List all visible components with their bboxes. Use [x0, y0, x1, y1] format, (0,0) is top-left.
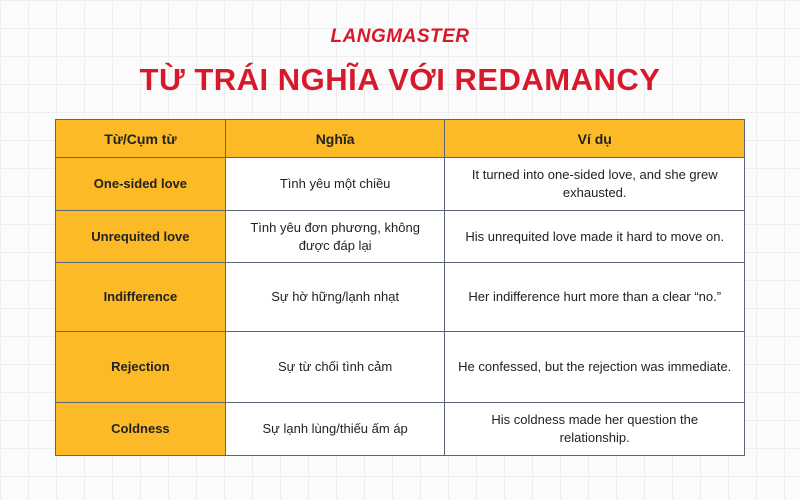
antonyms-table — [55, 119, 745, 456]
word-cell: Indifference — [56, 263, 226, 332]
example-cell: It turned into one-sided love, and she grew exhausted. — [445, 158, 745, 211]
table-row — [56, 332, 745, 403]
header-example: Ví dụ — [445, 120, 745, 158]
example-cell: His coldness made her question the relationship. — [445, 403, 745, 456]
table-row — [56, 211, 745, 263]
table-header-row — [56, 120, 745, 158]
meaning-cell: Sự lạnh lùng/thiếu ấm áp — [225, 403, 445, 456]
word-cell: Rejection — [56, 332, 226, 403]
meaning-cell: Sự hờ hững/lạnh nhạt — [225, 263, 445, 332]
meaning-cell: Tình yêu đơn phương, không được đáp lại — [225, 211, 445, 263]
header-meaning: Nghĩa — [225, 120, 445, 158]
page-title: TỪ TRÁI NGHĨA VỚI REDAMANCY — [139, 62, 661, 97]
word-cell: One-sided love — [56, 158, 226, 211]
example-cell: He confessed, but the rejection was immediate. — [445, 332, 745, 403]
meaning-cell: Tình yêu một chiều — [225, 158, 445, 211]
example-cell: Her indifference hurt more than a clear “no.” — [445, 263, 745, 332]
example-cell: His unrequited love made it hard to move on. — [445, 211, 745, 263]
word-cell: Unrequited love — [56, 211, 226, 263]
table-row — [56, 403, 745, 456]
word-cell: Coldness — [56, 403, 226, 456]
table-row — [56, 158, 745, 211]
header-word: Từ/Cụm từ — [56, 120, 226, 158]
langmaster-logo: LANGMASTER — [330, 26, 470, 47]
meaning-cell: Sự từ chối tình cảm — [225, 332, 445, 403]
table-row — [56, 263, 745, 332]
